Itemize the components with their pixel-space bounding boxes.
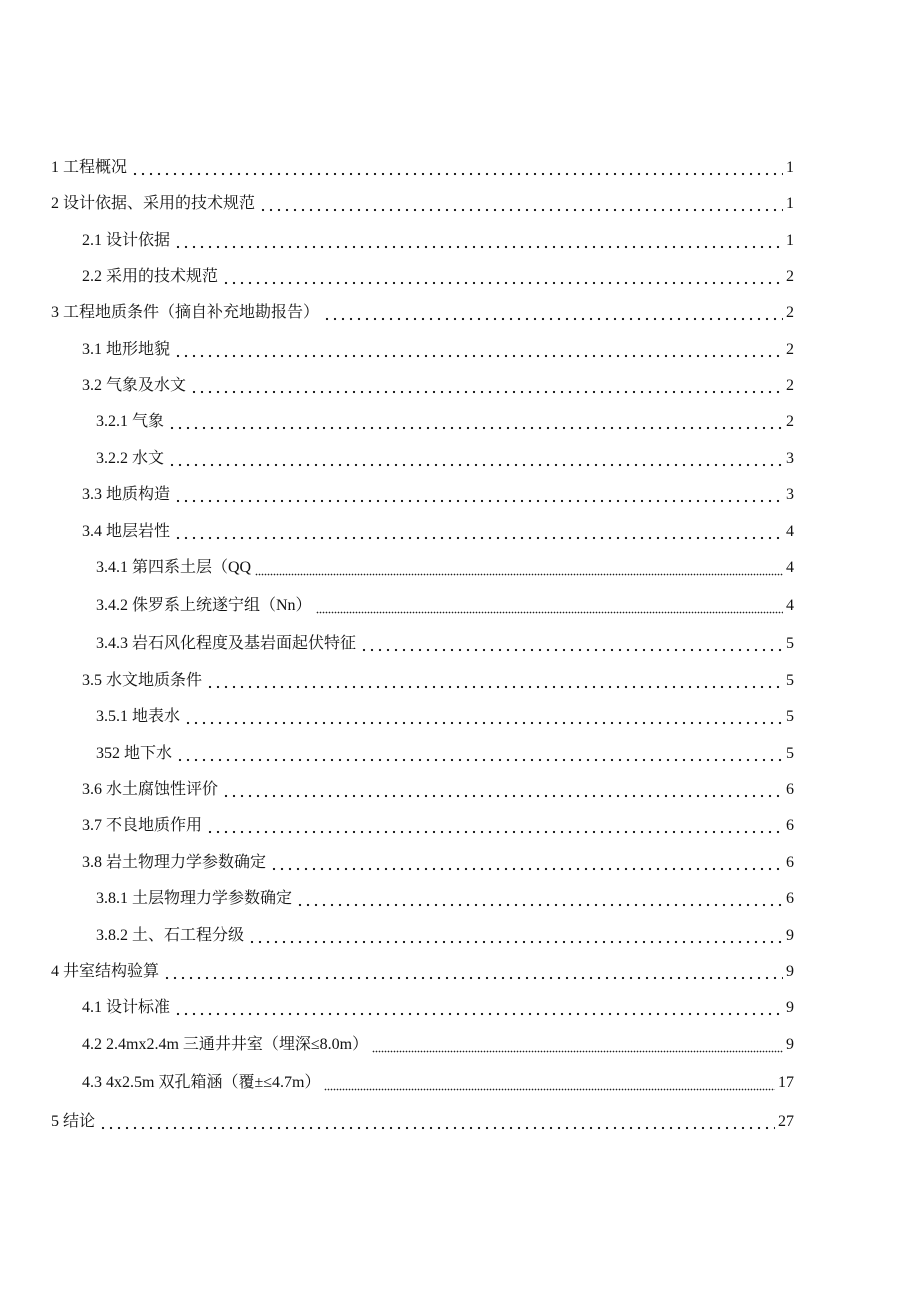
toc-entry-page: 3 xyxy=(786,486,794,503)
toc-entry-label: 3.4.1 第四系土层（QQ xyxy=(96,559,252,576)
toc-entry-label: 3.8.2 土、石工程分级 xyxy=(96,927,245,944)
toc-entry-label: 4.3 4x2.5m 双孔箱涵（覆±≤4.7m） xyxy=(82,1074,321,1091)
toc-entry-label: 352 地下水 xyxy=(96,745,173,762)
toc-dot-leader xyxy=(372,1035,783,1055)
toc-entry[interactable] xyxy=(82,667,794,691)
toc-entry-page: 2 xyxy=(786,377,794,394)
toc-entry[interactable] xyxy=(82,372,794,396)
toc-entry-label: 3.2 气象及水文 xyxy=(82,377,187,394)
toc-entry[interactable] xyxy=(51,958,794,982)
toc-dot-leader xyxy=(324,1073,775,1093)
toc-entry-label: 3.3 地质构造 xyxy=(82,486,171,503)
toc-entry[interactable] xyxy=(82,1031,794,1055)
toc-entry-label: 3.8.1 土层物理力学参数确定 xyxy=(96,890,293,907)
toc-entry[interactable] xyxy=(96,408,794,432)
toc-dot-leader xyxy=(184,707,783,727)
toc-entry-page: 6 xyxy=(786,781,794,798)
toc-dot-leader xyxy=(131,158,783,178)
toc-dot-leader xyxy=(248,926,783,946)
toc-entry-page: 2 xyxy=(786,413,794,430)
toc-entry-label: 2.2 采用的技术规范 xyxy=(82,268,219,285)
toc-entry[interactable] xyxy=(96,922,794,946)
toc-dot-leader xyxy=(174,485,783,505)
toc-dot-leader xyxy=(176,744,783,764)
toc-dot-leader xyxy=(270,853,783,873)
toc-entry[interactable] xyxy=(96,885,794,909)
toc-entry-page: 6 xyxy=(786,854,794,871)
toc-entry-page: 5 xyxy=(786,708,794,725)
toc-entry-page: 5 xyxy=(786,635,794,652)
toc-entry[interactable] xyxy=(82,481,794,505)
toc-dot-leader xyxy=(222,780,783,800)
toc-dot-leader xyxy=(168,412,783,432)
toc-dot-leader xyxy=(255,558,783,578)
toc-dot-leader xyxy=(163,962,783,982)
toc-dot-leader xyxy=(174,522,783,542)
toc-entry-page: 1 xyxy=(786,232,794,249)
toc-entry[interactable] xyxy=(82,812,794,836)
toc-entry[interactable] xyxy=(96,630,794,654)
toc-entry-label: 3 工程地质条件（摘自补充地勘报告） xyxy=(51,304,320,321)
toc-entry-label: 4.1 设计标准 xyxy=(82,999,171,1016)
toc-dot-leader xyxy=(99,1112,775,1132)
toc-dot-leader xyxy=(206,671,783,691)
toc-entry-label: 2.1 设计依据 xyxy=(82,232,171,249)
toc-dot-leader xyxy=(222,267,783,287)
toc-entry-label: 1 工程概况 xyxy=(51,159,128,176)
toc-dot-leader xyxy=(316,596,783,616)
toc-entry[interactable] xyxy=(96,740,794,764)
toc-entry-page: 27 xyxy=(778,1113,794,1130)
toc-entry-page: 1 xyxy=(786,195,794,212)
toc-entry-page: 5 xyxy=(786,672,794,689)
toc-entry[interactable] xyxy=(96,592,794,616)
toc-dot-leader xyxy=(168,449,783,469)
toc-entry-label: 4.2 2.4mx2.4m 三通井井室（埋深≤8.0m） xyxy=(82,1036,369,1053)
toc-entry-page: 5 xyxy=(786,745,794,762)
toc-entry[interactable] xyxy=(82,518,794,542)
toc-dot-leader xyxy=(174,340,783,360)
toc-entry[interactable] xyxy=(96,445,794,469)
toc-entry[interactable] xyxy=(51,1108,794,1132)
toc-entry-label: 3.1 地形地貌 xyxy=(82,341,171,358)
toc-dot-leader xyxy=(323,303,783,323)
toc-entry[interactable] xyxy=(82,1069,794,1093)
toc-entry-page: 2 xyxy=(786,304,794,321)
toc-dot-leader xyxy=(174,231,783,251)
toc-dot-leader xyxy=(259,194,783,214)
toc-entry-label: 3.2.2 水文 xyxy=(96,450,165,467)
toc-dot-leader xyxy=(206,816,783,836)
toc-entry-label: 3.4 地层岩性 xyxy=(82,523,171,540)
toc-entry-label: 5 结论 xyxy=(51,1113,96,1130)
toc-entry-page: 6 xyxy=(786,817,794,834)
toc-entry-label: 3.8 岩土物理力学参数确定 xyxy=(82,854,267,871)
toc-entry[interactable] xyxy=(82,263,794,287)
toc-entry-page: 2 xyxy=(786,341,794,358)
toc-entry-label: 3.2.1 气象 xyxy=(96,413,165,430)
toc-entry-page: 9 xyxy=(786,927,794,944)
toc-entry[interactable] xyxy=(96,554,794,578)
toc-entry-page: 9 xyxy=(786,963,794,980)
toc-entry-label: 3.5 水文地质条件 xyxy=(82,672,203,689)
toc-entry-label: 3.4.2 侏罗系上统遂宁组（Nn） xyxy=(96,597,312,614)
toc-dot-leader xyxy=(174,998,783,1018)
toc-entry[interactable] xyxy=(82,849,794,873)
toc-entry-page: 6 xyxy=(786,890,794,907)
toc-entry-label: 3.6 水土腐蚀性评价 xyxy=(82,781,219,798)
toc-entry[interactable] xyxy=(82,994,794,1018)
toc-entry-label: 3.5.1 地表水 xyxy=(96,708,181,725)
toc-dot-leader xyxy=(360,634,783,654)
toc-entry-label: 4 井室结构验算 xyxy=(51,963,160,980)
toc-entry-page: 4 xyxy=(786,597,794,614)
toc-entry-page: 1 xyxy=(786,159,794,176)
toc-entry[interactable] xyxy=(82,336,794,360)
toc-entry-label: 2 设计依据、采用的技术规范 xyxy=(51,195,256,212)
toc-entry[interactable] xyxy=(51,154,794,178)
toc-entry-label: 3.4.3 岩石风化程度及基岩面起伏特征 xyxy=(96,635,357,652)
toc-entry[interactable] xyxy=(82,776,794,800)
toc-entry[interactable] xyxy=(82,227,794,251)
toc-entry[interactable] xyxy=(51,299,794,323)
toc-entry-page: 17 xyxy=(778,1074,794,1091)
toc-entry-page: 4 xyxy=(786,523,794,540)
toc-entry-page: 9 xyxy=(786,1036,794,1053)
toc-entry-label: 3.7 不良地质作用 xyxy=(82,817,203,834)
toc-entry-page: 3 xyxy=(786,450,794,467)
toc-entry-page: 9 xyxy=(786,999,794,1016)
toc-dot-leader xyxy=(190,376,783,396)
toc-dot-leader xyxy=(296,889,783,909)
toc-entry-page: 4 xyxy=(786,559,794,576)
toc-entry-page: 2 xyxy=(786,268,794,285)
toc-entry[interactable] xyxy=(96,703,794,727)
toc-entry[interactable] xyxy=(51,190,794,214)
